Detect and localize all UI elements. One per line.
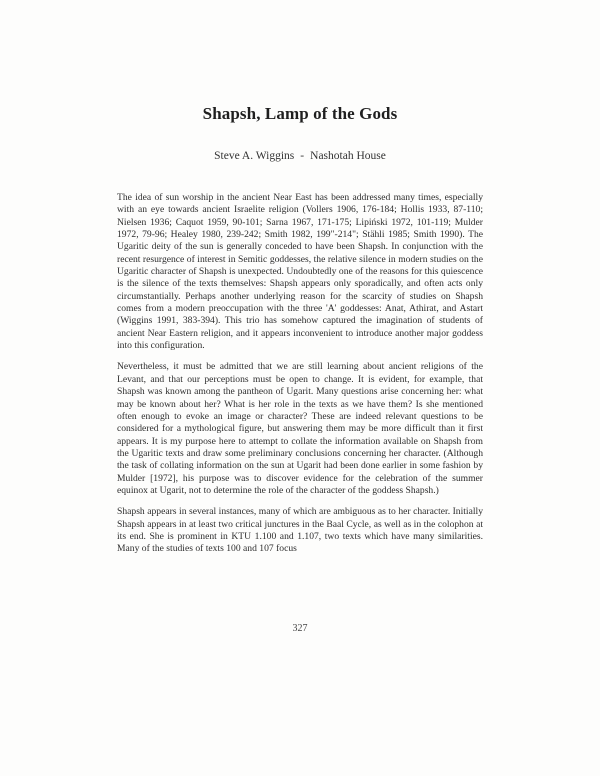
- author-name: Steve A. Wiggins: [214, 150, 295, 162]
- paragraph-2: Nevertheless, it must be admitted that we are still learning about ancient religions of the Levant, and that our perceptions must be open to change. It is evident, for example, that Shapsh was known among the pantheon of Ugarit. Many questions arise concerning her: what may be known about her? What is her role in the texts as we have them? Is she mentioned often enough to evoke an image or character? These are indeed relevant questions to be considered for a mythological figure, but answering them may be more difficult than it first appears. It is my purpose here to attempt to collate the information available on Shapsh from the Ugaritic texts and draw some preliminary conclusions concerning her character. (Although the task of collating information on the sun at Ugarit had been done earlier in some fashion by Mulder [1972], his purpose was to discover evidence for the celebration of the summer equinox at Ugarit, not to determine the role of the character of the goddess Shapsh.): [117, 361, 483, 496]
- byline-separator: -: [300, 150, 305, 162]
- article-title: Shapsh, Lamp of the Gods: [202, 104, 398, 123]
- byline: [0, 150, 600, 162]
- article-body: [117, 192, 483, 565]
- page-number: 327: [292, 623, 308, 634]
- author-affiliation: Nashotah House: [310, 150, 386, 162]
- paragraph-1: The idea of sun worship in the ancient Near East has been addressed many times, especially with an eye towards ancient Israelite religion (Vollers 1906, 176-184; Hollis 1933, 87-110; Nielsen 1936; Caquot 1959, 90-101; Sarna 1967, 171-175; Lipiński 1972, 101-119; Mulder 1972, 79-96; Healey 1980, 239-242; Smith 1982, 199"-214"; Stähli 1985; Smith 1990). The Ugaritic deity of the sun is generally conceded to have been Shapsh. In conjunction with the recent resurgence of interest in Semitic goddesses, the relative silence in modern studies on the Ugaritic character of Shapsh is unexpected. Undoubtedly one of the reasons for this quiescence is the silence of the texts themselves: Shapsh appears only sporadically, and often acts only circumstantially. Perhaps another underlying reason for the scarcity of studies on Shapsh comes from a modern preoccupation with the three 'A' goddesses: Anat, Athirat, and Astart (Wiggins 1991, 383-394). This trio has somehow captured the imagination of students of ancient Near Eastern religion, and it appears inconvenient to introduce another major goddess into this configuration.: [117, 192, 483, 352]
- paragraph-3: Shapsh appears in several instances, many of which are ambiguous as to her character. Initially Shapsh appears in at least two critical junctures in the Baal Cycle, as well as in the colophon at its end. She is prominent in KTU 1.100 and 1.107, two texts which have many similarities. Many of the studies of texts 100 and 107 focus: [117, 506, 483, 555]
